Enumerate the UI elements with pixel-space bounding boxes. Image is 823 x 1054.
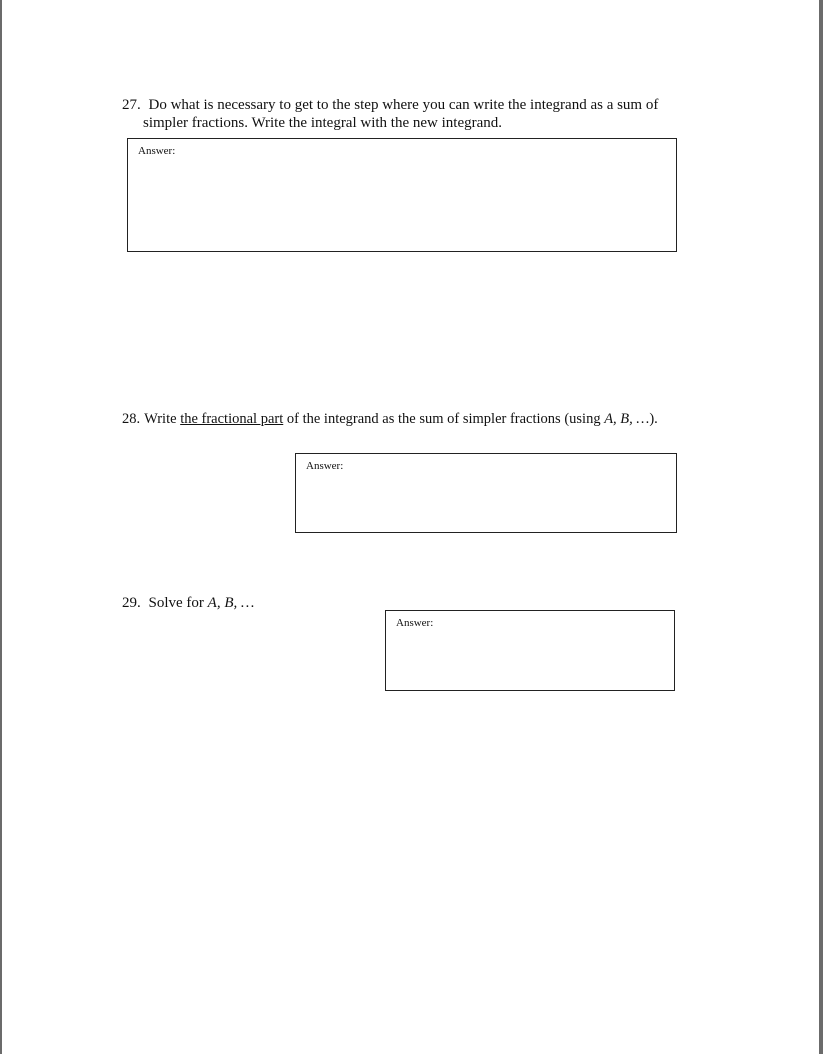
underlined-phrase: the fractional part <box>180 411 284 427</box>
question-number: 29. <box>122 595 141 611</box>
question-text: of the integrand as the sum of simpler fractions (using <box>283 411 605 427</box>
answer-label: Answer: <box>138 145 176 157</box>
question-number: 28. <box>122 411 141 427</box>
answer-box-29[interactable] <box>385 610 675 691</box>
question-text: ). <box>649 411 658 427</box>
question-29 <box>122 594 254 612</box>
question-text: Solve for <box>148 595 208 611</box>
answer-box-27[interactable] <box>127 138 677 252</box>
answer-label: Answer: <box>396 617 434 629</box>
variable-list: A, B, … <box>207 595 255 611</box>
question-text-line-2: simpler fractions. Write the integral with the new integrand. <box>143 115 503 131</box>
variable-list: A, B, … <box>604 411 650 427</box>
question-28 <box>122 410 722 428</box>
question-number: 27. <box>122 97 141 113</box>
answer-label: Answer: <box>306 460 344 472</box>
question-27 <box>122 96 712 132</box>
question-text-line-1: Do what is necessary to get to the step where you can write the integrand as a sum of <box>148 97 659 113</box>
question-text: Write <box>144 411 181 427</box>
document-page <box>2 0 819 1054</box>
answer-box-28[interactable] <box>295 453 677 533</box>
